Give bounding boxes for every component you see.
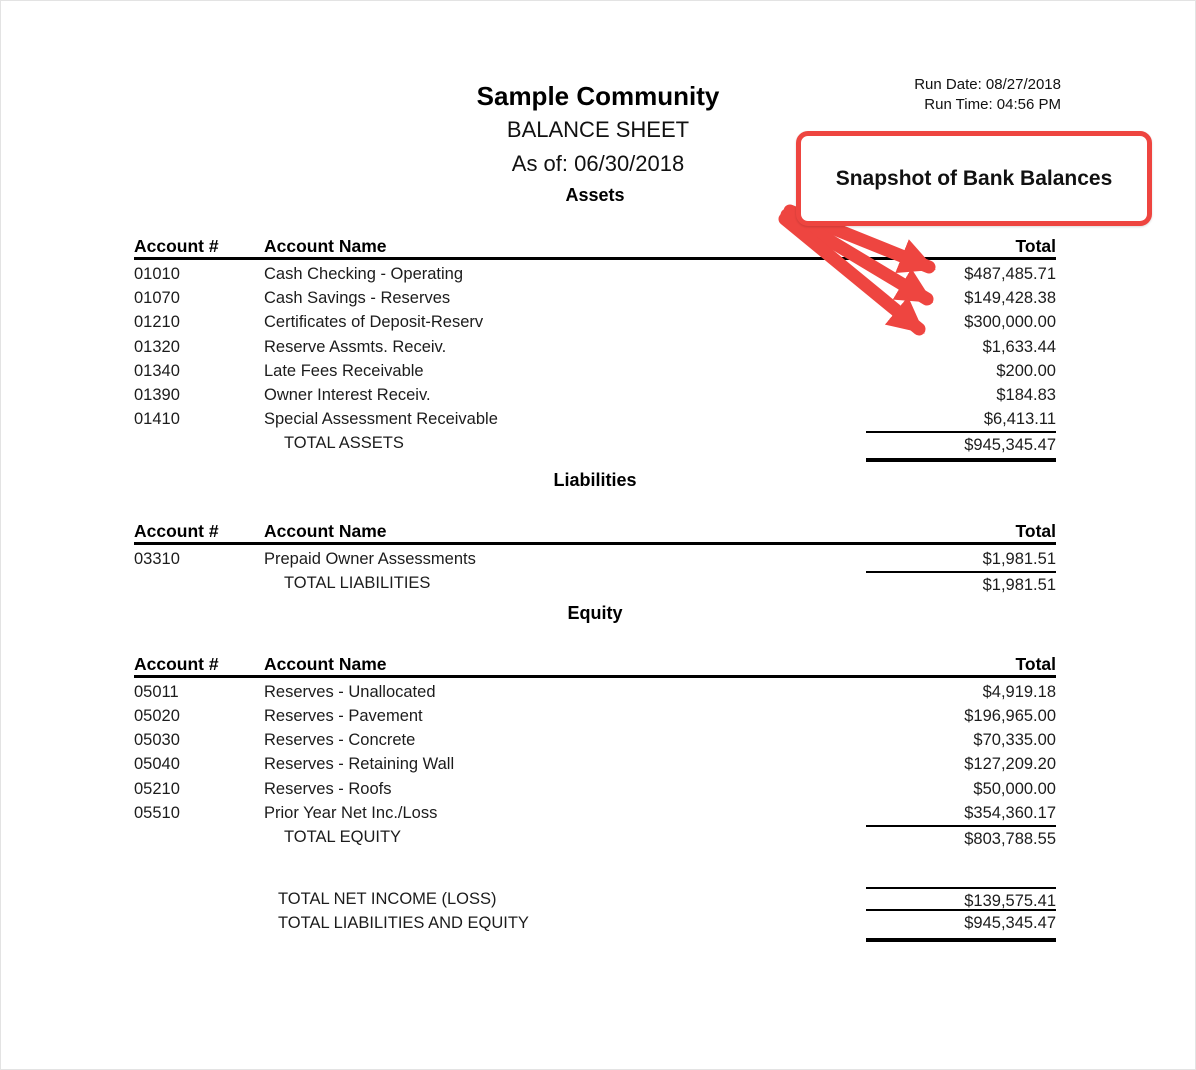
account-number: 01320 (134, 337, 180, 356)
double-underline (866, 458, 1056, 462)
column-account-name: Account Name (264, 653, 387, 674)
table-header (134, 518, 1056, 545)
account-number: 05210 (134, 779, 180, 798)
equity-table (134, 651, 1056, 849)
liabilities-table (134, 518, 1056, 595)
total-value: $945,345.47 (866, 431, 1056, 455)
account-name: Reserves - Roofs (264, 779, 392, 798)
account-number: 01340 (134, 361, 180, 380)
account-number: 01070 (134, 289, 180, 308)
account-name: Owner Interest Receiv. (264, 385, 431, 404)
account-total: $4,919.18 (982, 682, 1056, 701)
account-total: $6,413.11 (983, 410, 1056, 429)
section-heading-liabilities: Liabilities (553, 469, 637, 490)
table-row (134, 383, 1056, 407)
report-title: BALANCE SHEET (506, 117, 690, 142)
account-total: $50,000.00 (973, 779, 1056, 798)
table-row (134, 407, 1056, 431)
table-row (134, 801, 1056, 825)
account-number: 01010 (134, 265, 180, 283)
account-total: $354,360.17 (964, 803, 1056, 822)
account-number: 05510 (134, 803, 180, 822)
account-number: 05020 (134, 707, 180, 726)
liabilities-and-equity-value: $945,345.47 (964, 914, 1056, 933)
account-total: $70,335.00 (973, 731, 1056, 750)
table-row (134, 704, 1056, 728)
table-header (134, 233, 1056, 260)
column-total: Total (1015, 236, 1056, 256)
footer-totals (134, 887, 1056, 941)
account-number: 03310 (134, 549, 180, 568)
total-liabilities-row (134, 571, 1056, 595)
account-number: 01390 (134, 385, 180, 404)
run-info (914, 75, 1061, 115)
column-total: Total (1015, 653, 1056, 674)
account-total: $196,965.00 (964, 707, 1056, 726)
account-name: Reserves - Concrete (264, 731, 416, 750)
total-value: $803,788.55 (866, 825, 1056, 849)
account-name: Special Assessment Receivable (264, 410, 498, 429)
liabilities-and-equity-label: TOTAL LIABILITIES AND EQUITY (278, 914, 529, 933)
column-account-name: Account Name (264, 520, 387, 541)
snapshot-callout-text: Snapshot of Bank Balances (835, 166, 1113, 190)
account-number: 01410 (134, 410, 180, 429)
section-heading-equity: Equity (567, 602, 623, 623)
total-value: $1,981.51 (866, 571, 1056, 595)
account-name: Cash Savings - Reserves (264, 289, 451, 308)
total-equity-row (134, 825, 1056, 849)
account-name: Prior Year Net Inc./Loss (264, 803, 438, 822)
run-time: Run Time: 04:56 PM (924, 96, 1061, 113)
account-total: $184.83 (996, 385, 1056, 404)
double-underline (866, 938, 1056, 942)
table-row (134, 310, 1056, 334)
table-row (134, 359, 1056, 383)
account-name: Certificates of Deposit-Reserv (264, 313, 484, 332)
run-date: Run Date: 08/27/2018 (914, 76, 1061, 93)
net-income-value: $139,575.41 (866, 887, 1056, 911)
column-total: Total (1015, 520, 1056, 541)
account-total: $127,209.20 (964, 755, 1056, 774)
account-number: 05030 (134, 731, 180, 750)
column-account-number: Account # (134, 236, 219, 256)
account-name: Late Fees Receivable (264, 361, 424, 380)
column-account-number: Account # (134, 520, 219, 541)
account-total: $200.00 (996, 361, 1056, 380)
liabilities-and-equity-row (134, 911, 1056, 935)
account-name: Reserves - Unallocated (264, 682, 436, 701)
report-body (134, 181, 1056, 942)
account-name: Reserve Assmts. Receiv. (264, 337, 447, 356)
account-total: $1,981.51 (982, 549, 1056, 568)
table-row (134, 335, 1056, 359)
table-header (134, 651, 1056, 678)
table-row (134, 262, 1056, 286)
column-account-name: Account Name (264, 236, 387, 256)
account-total: $487,485.71 (964, 265, 1056, 283)
account-total: $300,000.00 (964, 313, 1056, 332)
column-account-number: Account # (134, 653, 219, 674)
table-row (134, 680, 1056, 704)
as-of-date: As of: 06/30/2018 (511, 151, 685, 176)
account-number: 01210 (134, 313, 180, 332)
account-name: Cash Checking - Operating (264, 265, 464, 283)
total-label: TOTAL ASSETS (284, 434, 404, 453)
table-row (134, 547, 1056, 571)
total-label: TOTAL LIABILITIES (284, 573, 431, 592)
account-name: Reserves - Retaining Wall (264, 755, 455, 774)
account-name: Prepaid Owner Assessments (264, 549, 476, 568)
account-number: 05040 (134, 755, 180, 774)
table-row (134, 728, 1056, 752)
snapshot-callout (796, 131, 1152, 226)
account-number: 05011 (134, 682, 179, 701)
account-total: $149,428.38 (964, 289, 1056, 308)
table-row (134, 777, 1056, 801)
account-total: $1,633.44 (982, 337, 1056, 356)
table-row (134, 752, 1056, 776)
assets-table (134, 233, 1056, 462)
company-name: Sample Community (476, 81, 720, 111)
section-heading-assets: Assets (565, 185, 625, 205)
net-income-label: TOTAL NET INCOME (LOSS) (278, 890, 497, 909)
net-income-row (134, 887, 1056, 911)
table-row (134, 286, 1056, 310)
total-label: TOTAL EQUITY (284, 828, 402, 846)
total-assets-row (134, 431, 1056, 455)
account-name: Reserves - Pavement (264, 707, 423, 726)
